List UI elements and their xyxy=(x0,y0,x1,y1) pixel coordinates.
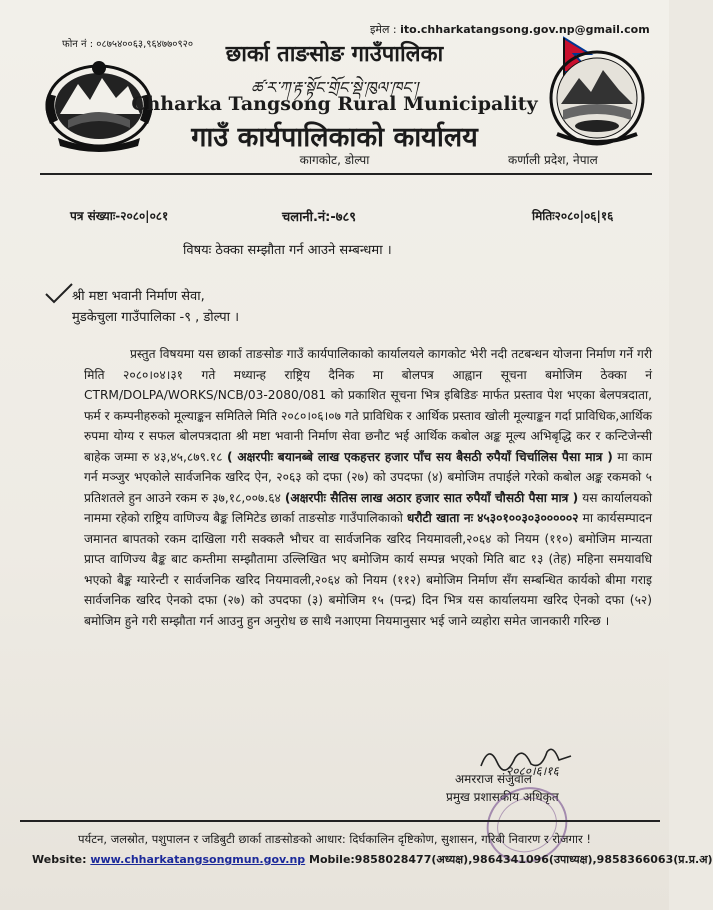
body-part-3: यस कार्यालयको नाममा रहेको राष्ट्रिय वाणिज्य बैङ्क लिमिटेड छार्का ताङसोङ गाउँपालिकाको xyxy=(84,490,653,525)
dispatch-number: चलानी.नं:-७८९ xyxy=(282,210,357,225)
email-address: ito.chharkatangsong.gov.np@gmail.com xyxy=(400,23,650,36)
body-part-2: मा काम गर्न मञ्जुर भएकोले सार्वजनिक खरिद ऐन, २०६३ को दफा (२७) को उपदफा (४) बमोजिम तपाईले गरेको कबोल अङ्क रकमको ५ प्रतिशतले हुन आउने रकम रु ३७,१८,००७.६४ xyxy=(84,449,653,505)
signatory-title: प्रमुख प्रशासकीय अधिकृत xyxy=(446,790,559,804)
amount-in-words-2: (अक्षरपीः सैतिस लाख अठार हजार सात रुपैयाँ चौसठी पैसा मात्र ) xyxy=(284,490,579,505)
letter-date: मितिः२०८०|०६|१६ xyxy=(532,209,614,223)
municipality-name-tibetan: ཚ་ར་ཀ་རྟ་སྟོང་གྲོང་སྡེ་ཁུལ་ཁང་། xyxy=(250,78,419,97)
body-part-1: प्रस्तुत विषयमा यस छार्का ताङसोङ गाउँ कार्यपालिकाको कार्यालयले कागकोट भेरी नदी तटबन्धन योजना निर्माण गर्ने गरी मिति २०८०।०४।३१ गते मध्यान्ह राष्ट्रिय दैनिक मा बोलपत्र आह्वान सूचना बमोजिम ठेक्का नं CTRM/DOLPA/WORKS/NCB/03-2080/081 को प्रकाशित सूचना भित्र इबिडिङ मार्फत प्रस्ताव पेश भएका बेलपत्रदाता, फर्म र कम्पनीहरुको मूल्याङ्कन समितिले मिति २०८०।०६।०७ गते प्राविधिक र आर्थिक प्रस्ताव खोली मूल्याङ्कन गर्दा प्राविधिक,आर्थिक रुपमा योग्य र सफल बोलपत्रदाता श्री मष्टा भवानी निर्माण सेवा छनौट भई आर्थिक कबोल अङ्क मूल्य अभिबृद्धि कर र कन्टिजेन्सी बाहेक जम्मा रु ४३,४५,८७९.१८ xyxy=(84,347,652,464)
letter-subject: विषयः ठेक्का सम्झौता गर्न आउने सम्बन्धमा । xyxy=(183,243,392,258)
footer-divider xyxy=(20,820,660,822)
website-link[interactable]: www.chharkatangsongmun.gov.np xyxy=(90,853,306,866)
phone-number: फोन नं : ०८७५४००६३,९६४७७०९२० xyxy=(62,39,194,50)
province-name: कर्णाली प्रदेश, नेपाल xyxy=(508,153,598,167)
office-name: गाउँ कार्यपालिकाको कार्यालय xyxy=(191,122,478,153)
municipality-name-english: Chharka Tangsong Rural Municipality xyxy=(131,93,538,115)
website-label: Website: xyxy=(32,853,87,866)
footer-contact xyxy=(32,852,713,867)
signature-date: २०८०।६।१६ xyxy=(506,764,559,778)
letter-body xyxy=(84,344,652,631)
mobile-numbers: Mobile:9858028477(अध्यक्ष),9864341096(उपाध्यक्ष),9858366063(प्र.प्र.अ) xyxy=(309,853,713,866)
letter-number: पत्र संख्याः-२०८०|०८१ xyxy=(70,209,169,223)
email-line xyxy=(370,22,650,37)
office-location: कागकोट, डोल्पा xyxy=(299,153,370,167)
body-part-4: मा कार्यसम्पादन जमानत बापतको रकम दाखिला गरी सक्कलै भौचर वा सार्वजनिक खरिद नियमावली,२०६४ को नियम (११०) बमोजिम मान्यता प्राप्त वाणिज्य बैङ्क बाट कम्तीमा सम्झौतामा उल्लिखित भए बमोजिम कार्य सम्पन्न भएको मिति बाट १३ (तेह) महिना समयावधि भएको बैङ्क ग्यारेन्टी र सार्वजनिक खरिद नियमावली,२०६४ को नियम (११२) बमोजिम निर्माण सँग सम्बन्धित कार्यको बीमा गराइ सार्वजनिक खरिद ऐनको दफा (२७) को उपदफा (३) बमोजिम १५ (पन्द्र) दिन भित्र यस कार्यालयमा खरिद ऐनको दफा (५२) बमोजिम हुने गरी सम्झौता गर्न आउनु हुन अनुरोध छ साथै नआएमा नियमानुसार भई जाने व्यहोरा समेत जानकारी गरिन्छ । xyxy=(84,511,653,628)
deposit-account-number: ४५३०१००३०३०००००२ xyxy=(477,511,579,525)
deposit-account-label: धरौटी खाता नः xyxy=(406,511,474,525)
addressee-address: मुडकेचुला गाउँपालिका -९ , डोल्पा । xyxy=(72,310,240,325)
amount-in-words-1: ( अक्षरपीः बयानब्बे लाख एकहत्तर हजार पाँच सय बैसठी रुपैयाँ चिर्चालिस पैसा मात्र ) xyxy=(226,449,613,464)
check-mark-icon xyxy=(44,282,74,306)
municipality-name-nepali: छार्का ताङसोङ गाउँपालिका xyxy=(225,42,444,67)
addressee-name: श्री मष्टा भवानी निर्माण सेवा, xyxy=(72,289,205,304)
email-label: इमेल : xyxy=(370,23,397,36)
signatory-name: अमरराज संजुवाल xyxy=(455,772,532,786)
header-divider xyxy=(40,173,652,175)
footer-slogan: पर्यटन, जलस्रोत, पशुपालन र जडिबुटी छार्का ताङसोङको आधार: दिर्घकालिन दृष्टिकोण, सुशासन, गरिबी निवारण र रोजगार ! xyxy=(78,832,591,846)
